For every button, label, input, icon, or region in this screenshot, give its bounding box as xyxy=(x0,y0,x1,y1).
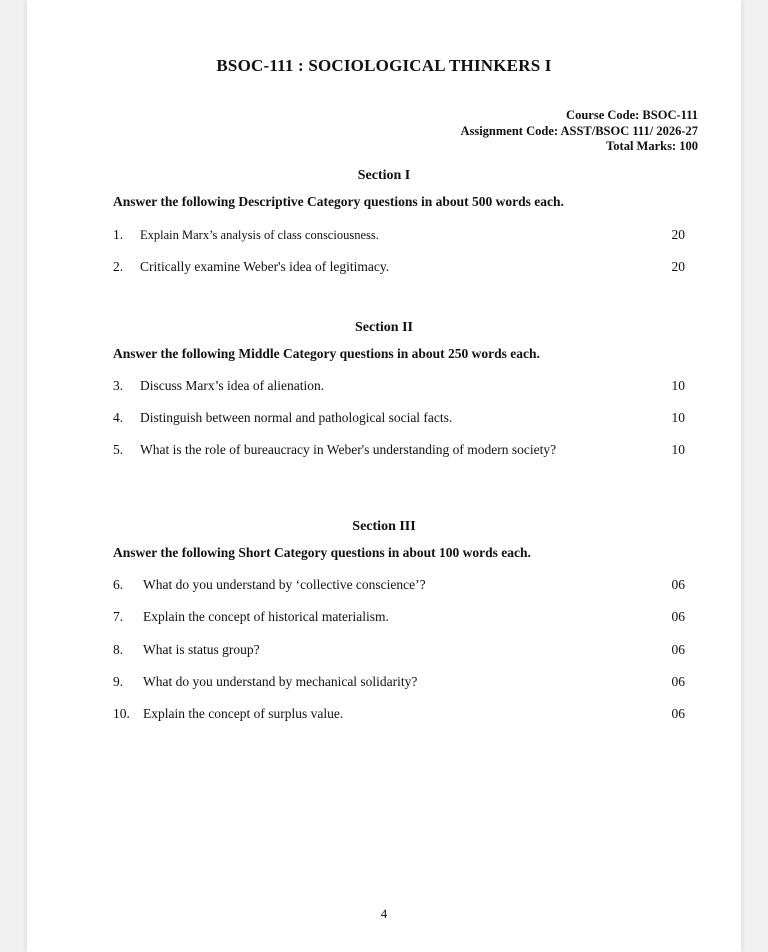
question-number: 7. xyxy=(113,609,124,624)
question-number: 5. xyxy=(113,442,124,457)
question-number: 1. xyxy=(113,227,124,242)
question-number: 3. xyxy=(113,378,124,393)
question-number: 8. xyxy=(113,642,124,657)
question-item xyxy=(113,576,685,594)
document-title: BSOC-111 : SOCIOLOGICAL THINKERS I xyxy=(216,56,552,75)
question-marks: 10 xyxy=(671,410,685,425)
question-marks: 06 xyxy=(671,674,685,689)
question-text: What do you understand by ‘collective conscience’? xyxy=(143,577,426,592)
page-number: 4 xyxy=(380,906,388,921)
question-text: What do you understand by mechanical solidarity? xyxy=(143,674,418,689)
assignment-code: Assignment Code: ASST/BSOC 111/ 2026-27 xyxy=(460,123,698,138)
question-item xyxy=(113,673,685,691)
section-heading: Section III xyxy=(352,519,416,534)
question-marks: 20 xyxy=(671,259,685,274)
section-instruction: Answer the following Middle Category questions in about 250 words each. xyxy=(113,346,540,361)
question-item xyxy=(113,409,685,427)
question-text: Explain the concept of surplus value. xyxy=(143,706,344,721)
section-instruction: Answer the following Short Category questions in about 100 words each. xyxy=(113,545,531,560)
section-heading: Section II xyxy=(355,320,413,335)
question-marks: 06 xyxy=(671,609,685,624)
question-item xyxy=(113,258,685,276)
question-text: Distinguish between normal and pathological social facts. xyxy=(140,410,453,425)
question-item xyxy=(113,226,685,244)
total-marks: Total Marks: 100 xyxy=(606,139,698,153)
question-text: Discuss Marx’s idea of alienation. xyxy=(140,378,325,393)
question-item xyxy=(113,377,685,395)
document-page xyxy=(27,0,741,952)
question-marks: 20 xyxy=(671,227,685,242)
question-number: 10. xyxy=(113,706,130,721)
question-marks: 06 xyxy=(671,706,685,721)
question-marks: 06 xyxy=(671,642,685,657)
question-item xyxy=(113,441,685,459)
question-item xyxy=(113,608,685,626)
course-code: Course Code: BSOC-111 xyxy=(566,108,698,122)
question-item xyxy=(113,641,685,659)
question-text: Critically examine Weber's idea of legitimacy. xyxy=(140,259,390,274)
section-heading: Section I xyxy=(357,168,411,183)
question-text: Explain the concept of historical materialism. xyxy=(143,609,389,624)
question-number: 2. xyxy=(113,259,124,274)
question-marks: 10 xyxy=(671,442,685,457)
question-number: 4. xyxy=(113,410,124,425)
section-instruction: Answer the following Descriptive Category questions in about 500 words each. xyxy=(113,194,564,209)
question-text: What is the role of bureaucracy in Weber's understanding of modern society? xyxy=(140,442,557,457)
question-marks: 10 xyxy=(671,378,685,393)
question-text: What is status group? xyxy=(143,642,260,657)
question-item xyxy=(113,705,685,723)
question-marks: 06 xyxy=(671,577,685,592)
course-meta xyxy=(460,108,698,155)
question-number: 6. xyxy=(113,577,124,592)
question-text: Explain Marx’s analysis of class consciousness. xyxy=(140,228,379,242)
question-number: 9. xyxy=(113,674,124,689)
